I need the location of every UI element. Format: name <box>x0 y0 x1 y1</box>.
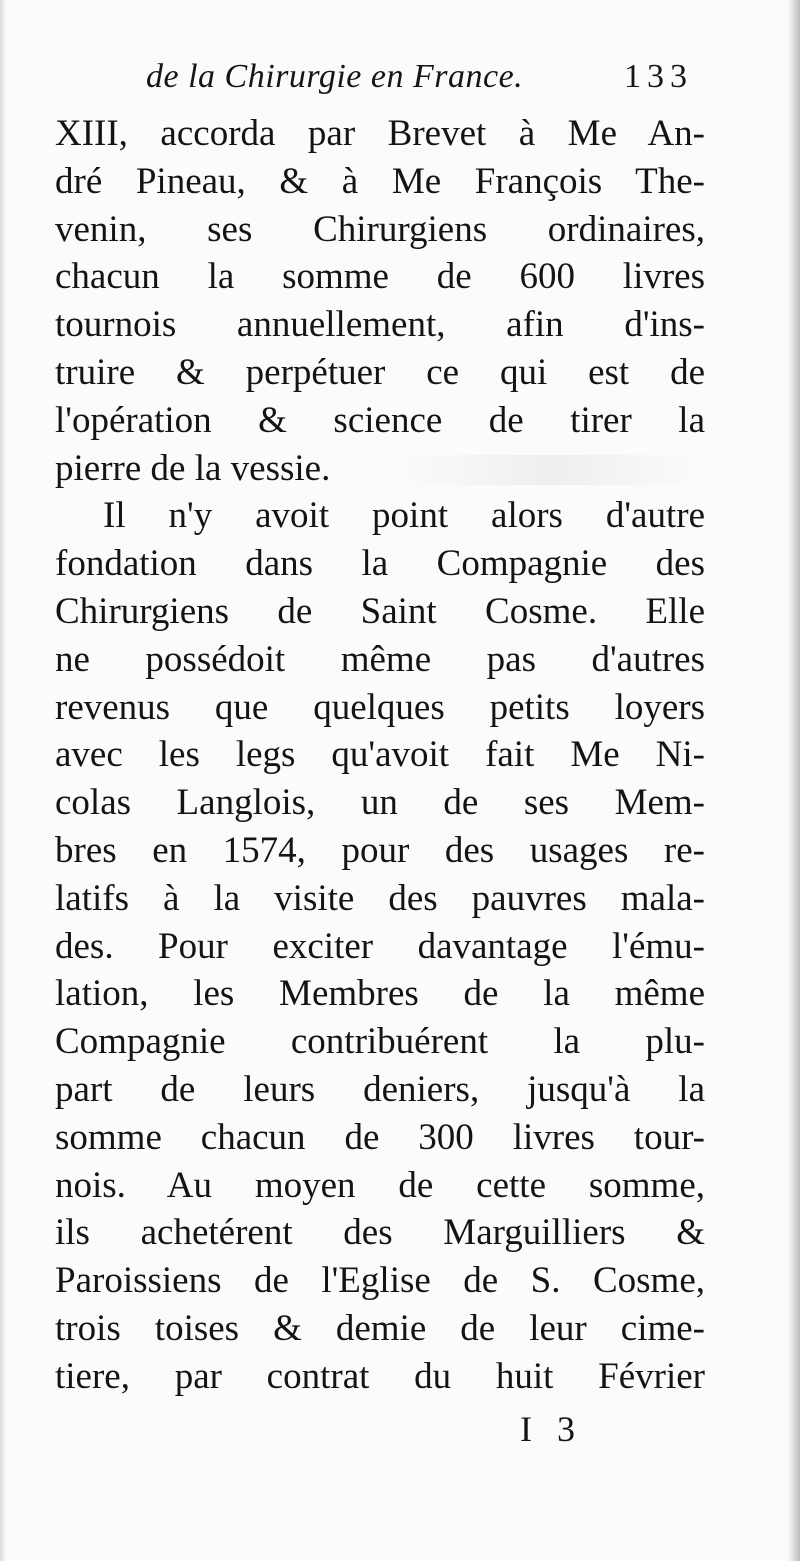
text-line: revenus que quelques petits loyers <box>55 686 705 728</box>
text-line: pierre de la vessie. <box>55 447 331 489</box>
text-line: fondation dans la Compagnie des <box>55 543 705 585</box>
text-line: lation, les Membres de la même <box>55 973 705 1015</box>
text-line: tiere, par contrat du huit Février <box>55 1355 705 1397</box>
text-line: colas Langlois, un de ses Mem- <box>55 782 705 824</box>
text-line: chacun la somme de 600 livres <box>55 256 705 298</box>
text-line: bres en 1574, pour des usages re- <box>55 829 705 871</box>
text-line: part de leurs deniers, jusqu'à la <box>55 1068 705 1110</box>
text-line: ne possédoit même pas d'autres <box>55 638 705 680</box>
text-line: Paroissiens de l'Eglise de S. Cosme, <box>55 1260 705 1302</box>
running-title: de la Chirurgie en France. <box>146 58 524 95</box>
text-line: venin, ses Chirurgiens ordinaires, <box>55 208 705 250</box>
page-left-edge <box>0 0 6 1561</box>
text-line: l'opération & science de tirer la <box>55 399 705 441</box>
text-line: avec les legs qu'avoit fait Me Ni- <box>55 734 705 776</box>
text-line: truire & perpétuer ce qui est de <box>55 351 705 393</box>
page-number: 133 <box>624 58 693 95</box>
text-line: trois toises & demie de leur cime- <box>55 1307 705 1349</box>
text-line: des. Pour exciter davantage l'ému- <box>55 925 705 967</box>
text-line: Chirurgiens de Saint Cosme. Elle <box>55 590 705 632</box>
text-line: tournois annuellement, afin d'ins- <box>55 304 705 346</box>
text-line: somme chacun de 300 livres tour- <box>55 1116 705 1158</box>
signature-mark: I 3 <box>520 1409 583 1449</box>
running-head <box>0 58 800 108</box>
body-text <box>55 110 705 1401</box>
text-line: Compagnie contribuérent la plu- <box>55 1021 705 1063</box>
text-line: XIII, accorda par Brevet à Me An- <box>55 113 705 154</box>
text-line: nois. Au moyen de cette somme, <box>55 1164 705 1206</box>
page-gutter-shadow <box>788 0 800 1561</box>
text-line: dré Pineau, & à Me François The- <box>55 160 705 202</box>
text-line: ils achetérent des Marguilliers & <box>55 1212 705 1254</box>
text-line: Il n'y avoit point alors d'autre <box>103 495 705 537</box>
text-line: latifs à la visite des pauvres mala- <box>55 877 705 919</box>
